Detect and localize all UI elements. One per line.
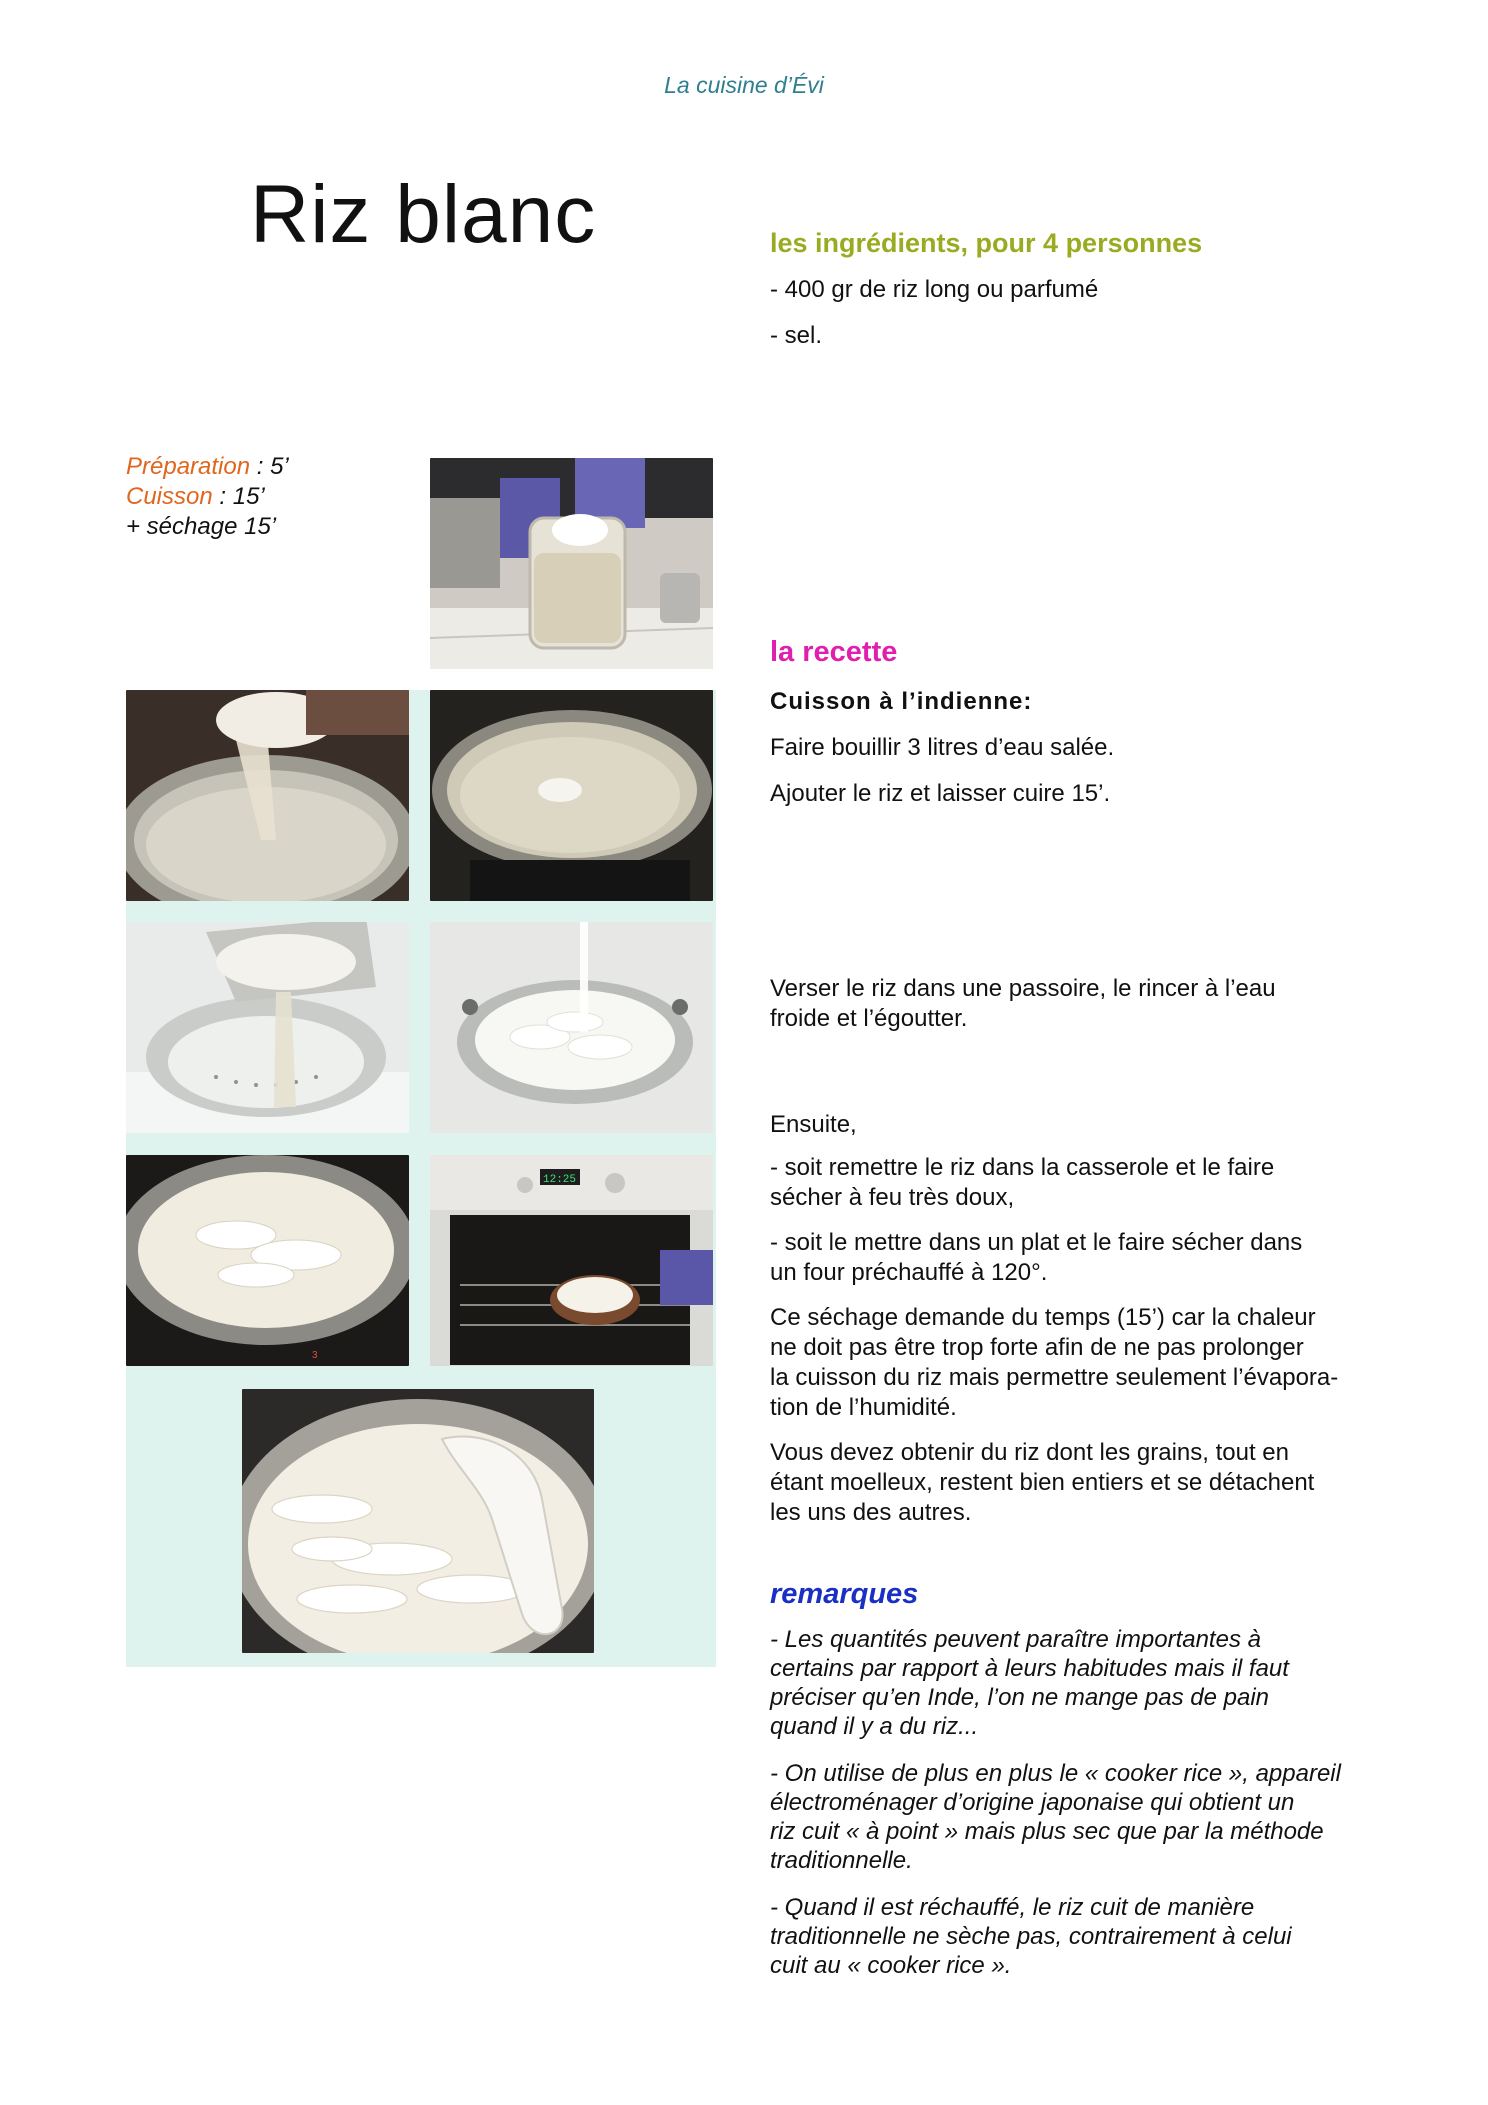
line: Verser le riz dans une passoire, le rincer à l’eau [770,975,1276,1002]
cook-label: Cuisson [126,483,213,510]
line: tion de l’humidité. [770,1394,957,1421]
line: - Quand il est réchauffé, le riz cuit de manière [770,1894,1255,1921]
ingredient-item: - sel. [770,322,823,349]
oven-display-icon: 12:25 [543,1174,577,1186]
line: - soit remettre le riz dans la casserole et le faire [770,1154,1275,1181]
line: - soit le mettre dans un plat et le faire sécher dans [770,1229,1303,1256]
line: électroménager d’origine japonaise qui obtient un [770,1789,1295,1816]
pour-rice-photo [126,690,409,901]
step-text: Ajouter le riz et laisser cuire 15’. [770,780,1111,807]
line: étant moelleux, restent bien entiers et se détachent [770,1469,1315,1496]
line: Ce séchage demande du temps (15’) car la chaleur [770,1304,1316,1331]
remark-text [770,1625,1370,1741]
line: ne doit pas être trop forte afin de ne pas prolonger [770,1334,1304,1361]
boiling-pot-photo [430,690,713,901]
line: froide et l’égoutter. [770,1005,968,1032]
oven-photo [430,1155,713,1366]
prep-value: : 5’ [250,453,289,480]
line: quand il y a du riz... [770,1713,979,1740]
line: cuit au « cooker rice ». [770,1952,1012,1979]
drain-colander-photo [126,922,409,1133]
ingredients-heading: les ingrédients, pour 4 personnes [770,228,1203,258]
line: riz cuit « à point » mais plus sec que par la méthode [770,1818,1324,1845]
remark-text [770,1893,1370,1980]
line: Vous devez obtenir du riz dont les grains, tout en [770,1439,1289,1466]
recipe-title: Riz blanc [250,169,597,260]
step-text [770,1153,1370,1213]
rinse-rice-photo [430,922,713,1133]
rice-jar-photo [430,458,713,669]
step-text [770,1303,1370,1423]
line: certains par rapport à leurs habitudes mais il faut [770,1655,1289,1682]
remark-text [770,1759,1370,1875]
line: - Les quantités peuvent paraître importantes à [770,1626,1261,1653]
step-text [770,974,1370,1034]
line: les uns des autres. [770,1499,972,1526]
recipe-subheading: Cuisson à l’indienne: [770,688,1033,715]
dry-in-pot-photo [126,1155,409,1366]
prep-label: Préparation [126,453,251,480]
step-text: Ensuite, [770,1111,857,1138]
cook-value: : 15’ [212,483,265,510]
rice-closeup-photo [242,1389,594,1653]
line: traditionnelle ne sèche pas, contrairement à celui [770,1923,1292,1950]
site-header: La cuisine d’Évi [664,72,824,98]
line: traditionnelle. [770,1847,913,1874]
dry-time: + séchage 15’ [126,513,277,540]
remarks-heading: remarques [770,1578,919,1610]
line: un four préchauffé à 120°. [770,1259,1048,1286]
recipe-heading: la recette [770,636,898,668]
ingredient-item: - 400 gr de riz long ou parfumé [770,276,1099,303]
line: préciser qu’en Inde, l’on ne mange pas de pain [770,1684,1270,1711]
line: sécher à feu très doux, [770,1184,1015,1211]
svg-text:3: 3 [312,1350,318,1361]
line: la cuisson du riz mais permettre seulement l’évapora- [770,1364,1339,1391]
line: - On utilise de plus en plus le « cooker rice », appareil [770,1760,1341,1787]
step-text [770,1228,1370,1288]
step-text: Faire bouillir 3 litres d’eau salée. [770,734,1115,761]
step-text [770,1438,1370,1528]
timing-block [126,452,289,542]
